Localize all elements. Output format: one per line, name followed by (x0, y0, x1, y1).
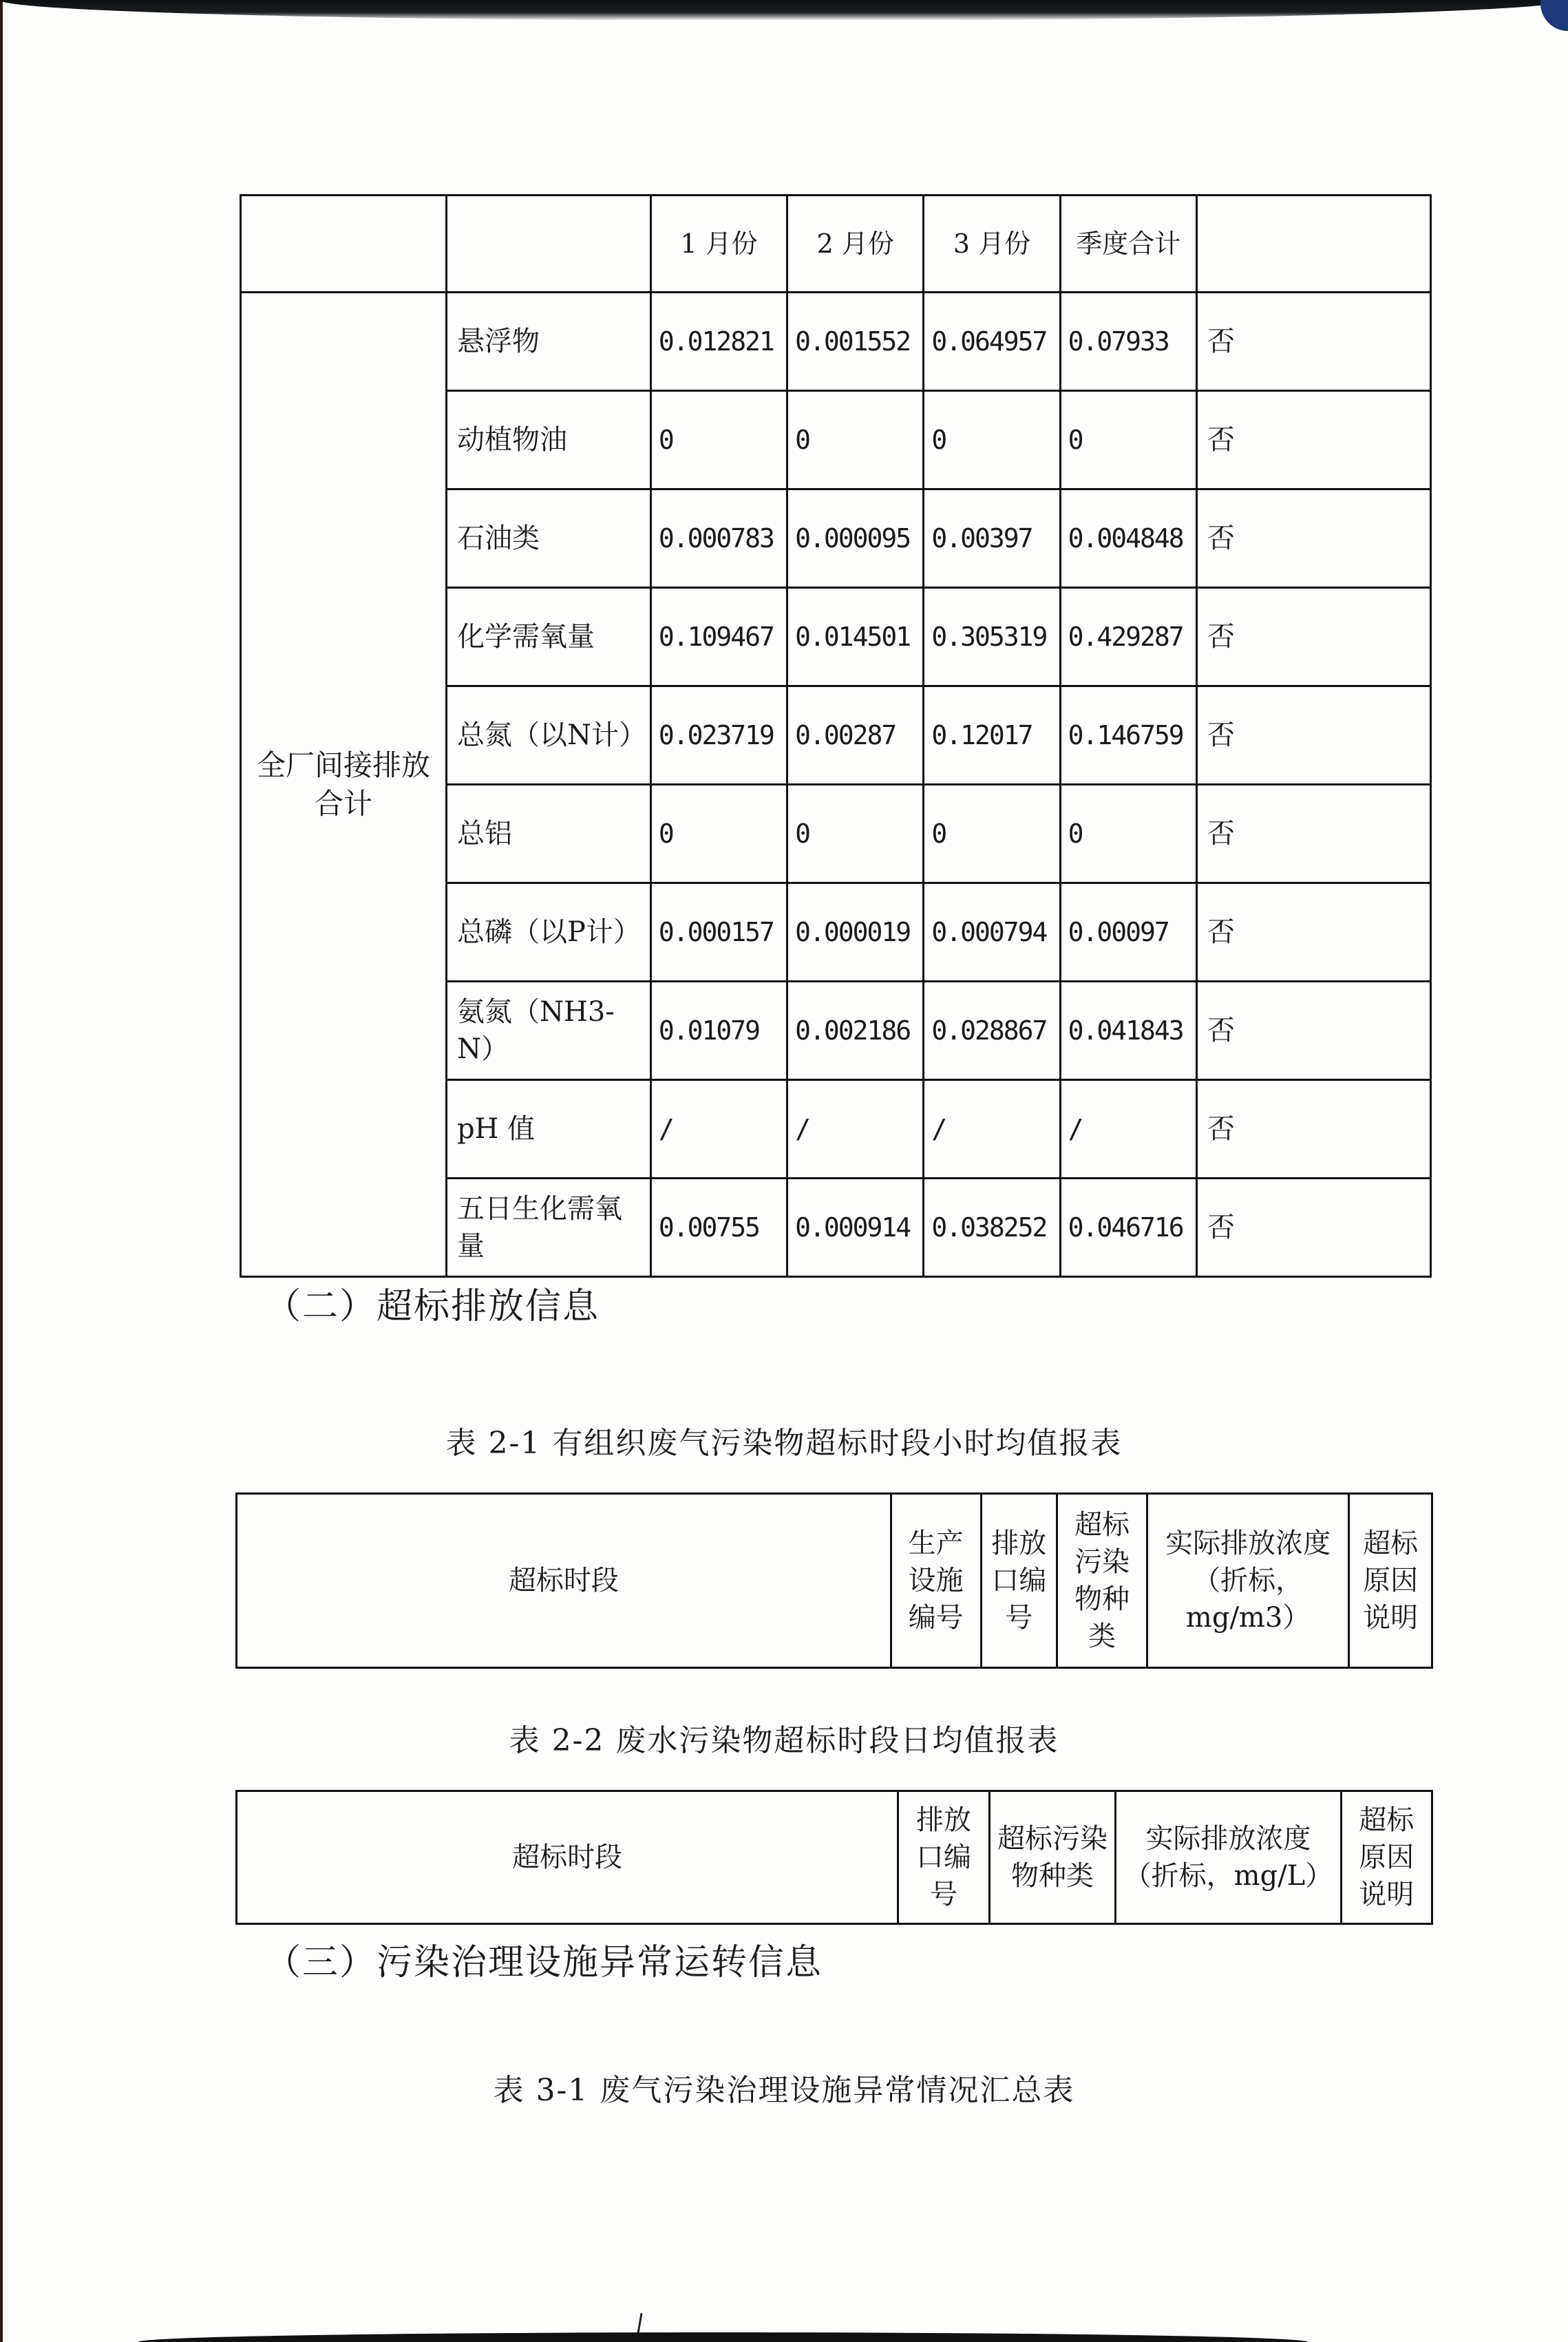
exceed-flag: 否 (1196, 982, 1430, 1080)
value-m1: 0.000783 (650, 489, 787, 588)
value-m1: 0.012821 (650, 293, 787, 391)
table-2-2-caption: 表 2-2 废水污染物超标时段日均值报表 (509, 1723, 1059, 1758)
table-3-1-caption: 表 3-1 废气污染治理设施异常情况汇总表 (493, 2073, 1075, 2108)
header-cell-exceed (1196, 196, 1430, 293)
pollutant-name: 五日生化需氧量 (446, 1179, 650, 1277)
pollutant-name: pH 值 (446, 1080, 650, 1179)
value-m3: 0.00397 (924, 489, 1060, 588)
exceed-flag: 否 (1196, 883, 1430, 982)
value-total: 0.041843 (1060, 982, 1196, 1080)
header-cell-outlet-id: 排放口编号 (981, 1494, 1057, 1668)
header-cell-reason: 超标原因说明 (1349, 1494, 1432, 1668)
emission-summary-table (240, 194, 1432, 1278)
pollutant-name: 总铝 (446, 785, 650, 883)
value-m3: / (924, 1080, 1060, 1179)
header-cell-reason: 超标原因说明 (1341, 1791, 1432, 1924)
value-total: 0.146759 (1060, 686, 1196, 785)
value-total: 0 (1060, 391, 1196, 489)
value-total: 0.429287 (1060, 588, 1196, 686)
pollutant-name: 总磷（以P计） (446, 883, 650, 982)
exceed-flag: 否 (1196, 1080, 1430, 1179)
exceed-flag: 否 (1196, 391, 1430, 489)
value-m1: 0.00755 (650, 1179, 787, 1277)
header-cell-facility-id: 生产设施编号 (891, 1494, 981, 1668)
value-m1: 0 (650, 785, 787, 883)
scan-shadow-bottom (138, 2332, 1308, 2342)
table-2-2 (235, 1790, 1433, 1925)
scan-shadow-top (0, 0, 1568, 21)
scan-mark (637, 2313, 642, 2334)
table-row (241, 293, 1431, 391)
value-m2: 0.002186 (787, 982, 924, 1080)
exceed-flag: 否 (1196, 1179, 1430, 1277)
value-m3: 0 (924, 391, 1060, 489)
scan-left-edge (0, 0, 3, 2342)
value-m1: 0 (650, 391, 787, 489)
value-m2: 0.001552 (787, 293, 924, 391)
value-m2: 0.000019 (787, 883, 924, 982)
header-cell-month-3: 3 月份 (924, 196, 1060, 293)
pollutant-name: 化学需氧量 (446, 588, 650, 686)
header-cell-month-1: 1 月份 (650, 196, 787, 293)
header-cell-pollutant-type: 超标污染物种类 (989, 1791, 1116, 1924)
value-m1: 0.000157 (650, 883, 787, 982)
value-total: 0.07933 (1060, 293, 1196, 391)
header-cell-quarter-total: 季度合计 (1060, 196, 1196, 293)
header-cell-period: 超标时段 (237, 1791, 898, 1924)
pollutant-name: 动植物油 (446, 391, 650, 489)
value-m1: 0.109467 (650, 588, 787, 686)
section-heading-2: （二）超标排放信息 (265, 1286, 600, 1327)
value-m2: 0.014501 (787, 588, 924, 686)
value-m2: 0.000914 (787, 1179, 924, 1277)
value-m3: 0.305319 (924, 588, 1060, 686)
value-total: 0.046716 (1060, 1179, 1196, 1277)
value-m3: 0.064957 (924, 293, 1060, 391)
header-cell-outlet-id: 排放口编号 (898, 1791, 989, 1924)
value-m2: 0.000095 (787, 489, 924, 588)
value-m1: 0.023719 (650, 686, 787, 785)
value-total: / (1060, 1080, 1196, 1179)
value-m3: 0.038252 (924, 1179, 1060, 1277)
value-m3: 0.12017 (924, 686, 1060, 785)
pollutant-name: 总氮（以N计） (446, 686, 650, 785)
exceed-flag: 否 (1196, 785, 1430, 883)
header-cell-pollutant (446, 196, 650, 293)
value-m1: / (650, 1080, 787, 1179)
value-m3: 0 (924, 785, 1060, 883)
exceed-flag: 否 (1196, 293, 1430, 391)
value-m3: 0.000794 (924, 883, 1060, 982)
section-heading-3: （三）污染治理设施异常运转信息 (265, 1942, 823, 1983)
header-cell-period: 超标时段 (237, 1494, 891, 1668)
exceed-flag: 否 (1196, 686, 1430, 785)
value-m2: 0 (787, 391, 924, 489)
header-cell-group (241, 196, 447, 293)
value-m2: / (787, 1080, 924, 1179)
pollutant-name: 氨氮（NH3-N） (446, 982, 650, 1080)
table-header-row (241, 196, 1431, 293)
table-header-row (237, 1494, 1432, 1668)
value-m2: 0 (787, 785, 924, 883)
value-m3: 0.028867 (924, 982, 1060, 1080)
pollutant-name: 石油类 (446, 489, 650, 588)
table-2-1-caption: 表 2-1 有组织废气污染物超标时段小时均值报表 (445, 1426, 1123, 1461)
scan-corner (1540, 0, 1568, 31)
header-cell-pollutant-type: 超标污染物种类 (1057, 1494, 1147, 1668)
pollutant-name: 悬浮物 (446, 293, 650, 391)
table-header-row (237, 1791, 1432, 1924)
header-cell-concentration: 实际排放浓度（折标，mg/L） (1116, 1791, 1341, 1924)
value-total: 0.00097 (1060, 883, 1196, 982)
value-m2: 0.00287 (787, 686, 924, 785)
header-cell-concentration: 实际排放浓度（折标，mg/m3） (1147, 1494, 1349, 1668)
table-2-1 (235, 1492, 1433, 1669)
value-total: 0 (1060, 785, 1196, 883)
exceed-flag: 否 (1196, 489, 1430, 588)
group-label: 全厂间接排放合计 (241, 293, 447, 1277)
value-m1: 0.01079 (650, 982, 787, 1080)
value-total: 0.004848 (1060, 489, 1196, 588)
exceed-flag: 否 (1196, 588, 1430, 686)
header-cell-month-2: 2 月份 (787, 196, 924, 293)
